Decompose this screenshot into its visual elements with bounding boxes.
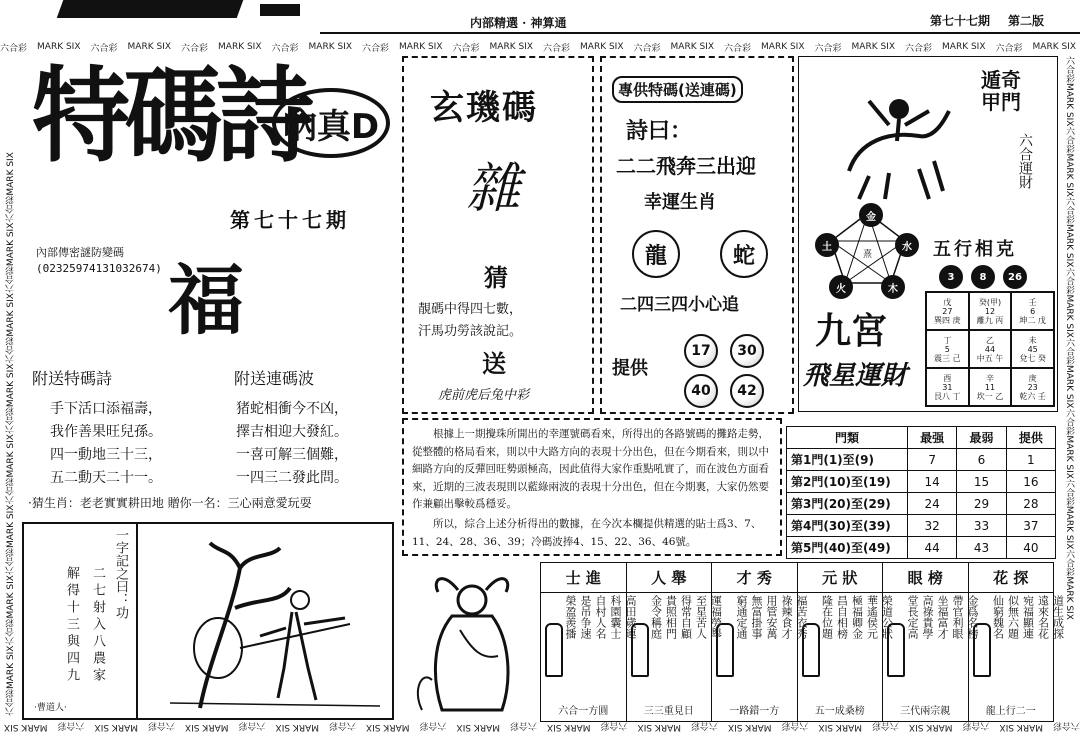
edition-label: 第二版 [1008, 14, 1045, 28]
ranking-column-head: 元 狀 [798, 563, 883, 593]
ranking-column-text: 隆在位題 [820, 595, 834, 639]
palace-cell-text: 酉 [943, 373, 952, 383]
xuanji-send: 送 [482, 350, 506, 378]
xuanji-poem-2: 汗馬功勞該說記。 [418, 324, 523, 339]
ranking-column-head: 花 探 [969, 563, 1054, 593]
top-brush-stroke [260, 4, 300, 16]
ranking-column-text: 坐福富才 [936, 595, 949, 639]
wuxing-fire: 火 [829, 275, 853, 299]
strip-liuhecai-mark: 六合彩 [1064, 196, 1074, 224]
strip-liuhecai-mark: 六合彩 [1064, 478, 1074, 506]
wuxing-wood: 木 [881, 275, 905, 299]
strip-mark-six-text: MARK SIX [761, 42, 805, 52]
strip-liuhecai-mark: 六合彩 [814, 43, 842, 54]
ranking-column-text: 金令稱庭 [649, 595, 663, 639]
ranking-column-text: 貴照相門 [664, 595, 678, 639]
tech-line2: 二四三四小心追 [620, 295, 739, 315]
stats-row [787, 515, 1056, 537]
palace-cell-text: 乾六 壬 [1019, 391, 1046, 401]
wuxing-earth: 土 [815, 233, 839, 257]
strip-liuhecai-mark: 六合彩 [1052, 720, 1080, 731]
strip-mark-six-text: MARK SIX [909, 722, 953, 732]
strip-mark-six-text: MARK SIX [1064, 364, 1074, 409]
mark-six-strip-top [0, 40, 1080, 54]
ranking-column-footer: 三三重見日 [643, 706, 694, 717]
palace-cell-text: 癸(甲) [978, 297, 1002, 307]
strip-liuhecai-mark: 六合彩 [690, 720, 718, 731]
scholar-figure-icon [545, 623, 563, 677]
stats-row [787, 493, 1056, 515]
strip-liuhecai-mark: 六合彩 [6, 548, 16, 576]
stats-header-category: 門類 [787, 427, 908, 449]
strip-mark-six-text: MARK SIX [1064, 576, 1074, 620]
strip-mark-six-text: MARK SIX [308, 42, 352, 52]
zodiac-snake [720, 230, 768, 278]
strip-liuhecai-mark: 六合彩 [6, 336, 16, 364]
strip-mark-six-text: MARK SIX [185, 722, 229, 732]
top-brush-stroke [57, 0, 244, 18]
strip-liuhecai-mark: 六合彩 [6, 407, 16, 435]
palace-cell-text: 離九 丙 [976, 315, 1004, 325]
strip-liuhecai-mark: 六合彩 [6, 195, 16, 223]
ranking-column-head: 才 秀 [712, 563, 797, 593]
ranking-column-footer: 六合一方圓 [558, 706, 609, 717]
stats-value-cell: 14 [908, 471, 957, 493]
ranking-column [627, 563, 723, 721]
ranking-column-text: 宛福顯連 [1021, 595, 1035, 639]
gift-poem-title: 附送特碼詩 [32, 369, 113, 388]
stats-value-cell: 43 [957, 537, 1006, 559]
ranking-column-text: 仙窮魏名 [991, 595, 1005, 639]
strip-mark-six-text: MARK SIX [399, 42, 443, 52]
wuxing-number-ball: 8 [971, 265, 995, 289]
ranking-column-text: 似無六題 [1006, 595, 1020, 639]
tech-poem: 二二飛奔三出迎 [616, 154, 756, 178]
strip-mark-six-text: MARK SIX [6, 504, 16, 549]
strip-liuhecai-mark: 六合彩 [509, 720, 537, 731]
palace-cell-text: 5 [944, 344, 950, 354]
stats-value-cell: 24 [908, 493, 957, 515]
strip-liuhecai-mark: 六合彩 [1064, 549, 1074, 577]
ranking-column-footer: 龍上行二一 [985, 706, 1036, 717]
stats-value-cell: 7 [908, 449, 957, 471]
palace-cell-text: 庚 [1028, 373, 1037, 383]
gift-poem-line: 四一動地三十三， [50, 447, 162, 463]
guess-zodiac-line: ·猜生肖：老老實實耕田地 贈你一名：三心兩意愛玩耍 [28, 496, 312, 510]
stats-value-cell: 6 [957, 449, 1006, 471]
ranking-column [541, 563, 637, 721]
stats-value-cell: 1 [1006, 449, 1055, 471]
ranking-column-text: 無富掛事 [750, 595, 763, 639]
ranking-column-text: 昌自相榜 [835, 595, 849, 639]
strip-liuhecai-mark: 六合彩 [633, 43, 661, 54]
wuxing-label: 五行相克 [933, 239, 1017, 260]
zodiac-dragon [632, 230, 680, 278]
strip-mark-six-text: MARK SIX [547, 722, 591, 732]
strip-mark-six-text: MARK SIX [942, 42, 986, 52]
palace-cell-text: 12 [984, 306, 996, 316]
strip-liuhecai-mark: 六合彩 [1064, 408, 1074, 436]
ranking-column-footer: 一路錯一方 [729, 706, 780, 717]
ranking-column-text: 至星苦人 [694, 595, 708, 639]
strip-mark-six-text: MARK SIX [4, 722, 48, 732]
number-ball: 42 [730, 374, 764, 408]
strip-mark-six-text: MARK SIX [275, 722, 319, 732]
scholar-figure-icon [973, 623, 991, 677]
analysis-paragraph-1: 根據上一期攪珠所開出的幸運號碼看來，所得出的各路號碼的攤路走勢，從整體的格局看來，則以中大路方向的表現十分出色，但在今期看來，則以中細路方向的反彈回旺勢頭極高，因此值得大家作重點吼實了，而在波色方面看來，近期的三波表現則以藍綠兩波的表現十分出色，但在今期裏，大家仍然要作兼顧出擊較爲穩妥。 [412, 428, 769, 510]
wuxing-number-ball: 3 [939, 265, 963, 289]
wuxing-center: 熹 [863, 250, 873, 260]
wuxing-water: 水 [895, 233, 919, 257]
palace-cell [969, 368, 1012, 406]
ranking-column [712, 563, 808, 721]
ranking-column-text: 科園囊士 [609, 595, 622, 639]
scholar-figure-icon [716, 623, 734, 677]
hunter-illustration [140, 528, 388, 714]
strip-liuhecai-mark: 六合彩 [6, 266, 16, 294]
tech-poem-label: 詩曰： [626, 119, 693, 144]
strip-mark-six-text: MARK SIX [1064, 223, 1074, 268]
gift-wave-line: 擇吉相迎大發紅。 [236, 424, 348, 440]
analysis-box [402, 418, 782, 556]
wuxing-metal: 金 [859, 203, 883, 227]
strip-liuhecai-mark: 六合彩 [781, 720, 809, 731]
palace-cell-text: 11 [984, 382, 996, 392]
strip-liuhecai-mark: 六合彩 [0, 43, 28, 54]
palace-cell [926, 368, 969, 406]
ranking-column-text: 帶官利眼 [951, 595, 964, 639]
warrior-horse-illustration [839, 81, 959, 201]
gift-poem-lines [50, 398, 162, 490]
number-ball: 40 [684, 374, 718, 408]
poem-title: 特碼詩 [32, 57, 309, 177]
strip-liuhecai-mark: 六合彩 [181, 43, 209, 54]
palace-cell-text: 乙 [985, 335, 994, 345]
xuanji-box [402, 56, 594, 414]
number-ball: 17 [684, 334, 718, 368]
ranking-column-text: 極福卿金 [850, 595, 864, 639]
header-center: 内部精選 · 神算通 [470, 16, 567, 30]
gift-wave-lines [236, 398, 348, 490]
strip-liuhecai-mark: 六合彩 [362, 43, 390, 54]
strip-liuhecai-mark: 六合彩 [238, 720, 266, 731]
palace-cell [1011, 292, 1054, 330]
wuxing-balls [939, 265, 1027, 289]
stats-category-cell: 第5門(40)至(49) [787, 537, 908, 559]
strip-mark-six-text: MARK SIX [1032, 42, 1076, 52]
sage-illustration [402, 560, 540, 716]
stats-value-cell: 37 [1006, 515, 1055, 537]
strip-liuhecai-mark: 六合彩 [57, 720, 85, 731]
stats-category-cell: 第1門(1)至(9) [787, 449, 908, 471]
stats-value-cell: 29 [957, 493, 1006, 515]
stats-header-row [787, 427, 1056, 449]
strip-mark-six-text: MARK SIX [818, 722, 862, 732]
scholar-figure-icon [802, 623, 820, 677]
palace-cell-text: 31 [942, 382, 953, 392]
ranking-column-text: 祿辣食才 [780, 595, 793, 639]
stats-header-provide: 提供 [1006, 427, 1055, 449]
stats-category-cell: 第4門(30)至(39) [787, 515, 908, 537]
ranking-column-footer: 三代兩宗親 [900, 706, 951, 717]
ranking-column [883, 563, 979, 721]
ranking-column-text: 自村人名 [594, 595, 607, 639]
strip-mark-six-text: MARK SIX [670, 42, 714, 52]
mark-six-strip-bottom [0, 720, 1080, 734]
strip-liuhecai-mark: 六合彩 [419, 720, 447, 731]
strip-liuhecai-mark: 六合彩 [995, 43, 1023, 54]
tech-lucky-label: 幸運生肖 [644, 192, 716, 213]
strip-liuhecai-mark: 六合彩 [1064, 126, 1074, 154]
ranking-column-text: 高祿貴學 [921, 595, 934, 639]
ranking-column-text: 榮盈羨播 [564, 595, 577, 639]
xuanji-title: 玄璣碼 [430, 88, 538, 128]
gift-wave-line: 猪蛇相衝今不凶， [236, 401, 348, 417]
palace-cell-text: 巽四 庚 [934, 315, 961, 325]
zodiac-snake-text: 蛇 [732, 243, 755, 269]
stats-row [787, 449, 1056, 471]
stats-category-cell: 第2門(10)至(19) [787, 471, 908, 493]
qimen-title-text: 遁奇甲門 [981, 68, 1021, 114]
xuanji-guess: 猜 [484, 264, 508, 292]
strip-liuhecai-mark: 六合彩 [452, 43, 480, 54]
ranking-column-text: 得常自顧 [679, 595, 693, 639]
stats-value-cell: 44 [908, 537, 957, 559]
strip-mark-six-text: MARK SIX [94, 722, 138, 732]
qimen-subtitle: 六合運財 [1017, 133, 1033, 189]
ranking-column-footer: 五一成桑榜 [814, 706, 865, 717]
ranking-column-text: 道生成探 [1051, 595, 1065, 639]
ranking-column-text: 福苦衣秀 [795, 595, 808, 639]
palace-cell-text: 45 [1027, 344, 1038, 354]
palace-cell [926, 292, 969, 330]
stats-header-weakest: 最弱 [957, 427, 1006, 449]
ranking-column-head: 士 進 [541, 563, 626, 593]
stats-value-cell: 16 [1006, 471, 1055, 493]
issue-number: 第七十七期 [230, 208, 350, 232]
xuanji-footer: 虎前虎后兔中彩 [438, 388, 530, 403]
code-label: 內部傳密謎防變碼 [36, 246, 124, 259]
palace-cell-text: 27 [942, 306, 953, 316]
strip-mark-six-text: MARK SIX [489, 42, 533, 52]
strip-mark-six-text: MARK SIX [1064, 505, 1074, 550]
strip-mark-six-text: MARK SIX [366, 722, 410, 732]
riddle-title: 一字記之曰：功 [113, 528, 128, 619]
strip-mark-six-text: MARK SIX [580, 42, 624, 52]
strip-liuhecai-mark: 六合彩 [6, 477, 16, 505]
palace-cell-text: 震三 己 [934, 353, 961, 363]
stats-value-cell: 33 [957, 515, 1006, 537]
stats-row [787, 471, 1056, 493]
analysis-paragraph-2: 所以，綜合上述分析得出的數據，在今次本欄提供精選的貼士爲3、7、11、24、28、36、39；冷碼波捧4、15、22、36、46號。 [412, 518, 762, 548]
riddle-signature: ·曹道人· [34, 703, 67, 713]
qimen-title [977, 69, 1025, 113]
riddle-line-1: 二七射入八農家 [90, 566, 105, 685]
nine-palace-grid [925, 291, 1055, 407]
strip-mark-six-text: MARK SIX [6, 222, 16, 267]
stats-value-cell: 40 [1006, 537, 1055, 559]
palace-cell-text: 艮八 丁 [934, 391, 961, 401]
stats-value-cell: 32 [908, 515, 957, 537]
ranking-column-text: 遠來名花 [1036, 595, 1050, 639]
ranking-column-text: 運福勞舉 [709, 595, 723, 639]
strip-liuhecai-mark: 六合彩 [905, 43, 933, 54]
palace-cell-text: 辛 [985, 373, 994, 383]
strip-mark-six-text: MARK SIX [37, 42, 81, 52]
feixing-label: 飛星運財 [803, 361, 908, 391]
strip-mark-six-text: MARK SIX [456, 722, 500, 732]
palace-cell-text: 戊 [943, 297, 952, 307]
strip-liuhecai-mark: 六合彩 [962, 720, 990, 731]
code-value: (02325974131032674) [36, 262, 162, 275]
gift-wave-line: 一喜可解三個難， [236, 447, 348, 463]
palace-cell-text: 44 [984, 344, 996, 354]
tech-box [600, 56, 794, 414]
palace-cell-text: 6 [1030, 306, 1036, 316]
strip-liuhecai-mark: 六合彩 [90, 43, 118, 54]
ranking-column-head: 人 舉 [627, 563, 712, 593]
number-stats-table [786, 426, 1056, 559]
wuxing-number-ball: 26 [1003, 265, 1027, 289]
ranking-column [798, 563, 894, 721]
strip-mark-six-text: MARK SIX [1064, 153, 1074, 197]
gift-wave-title: 附送連碼波 [234, 369, 315, 388]
strip-liuhecai-mark: 六合彩 [271, 43, 299, 54]
palace-cell-text: 坤二 戊 [1019, 315, 1046, 325]
strip-liuhecai-mark: 六合彩 [543, 43, 571, 54]
fu-character: 福 [168, 256, 244, 345]
strip-mark-six-text: MARK SIX [127, 42, 171, 52]
strip-mark-six-text: MARK SIX [6, 645, 16, 689]
palace-cell-text: 中五 午 [976, 353, 1004, 363]
scholar-figure-icon [887, 623, 905, 677]
palace-cell-text: 23 [1027, 382, 1038, 392]
palace-cell-text: 兌七 癸 [1019, 353, 1046, 363]
strip-mark-six-text: MARK SIX [6, 363, 16, 408]
strip-liuhecai-mark: 六合彩 [147, 720, 175, 731]
riddle-box [22, 522, 394, 720]
strip-mark-six-text: MARK SIX [1064, 83, 1074, 127]
ranking-column [969, 563, 1065, 721]
ranking-column-head: 眼 榜 [883, 563, 968, 593]
tech-provide-label: 提供 [612, 358, 648, 379]
palace-cell [926, 330, 969, 368]
gift-poem-line: 我作善果旺兒孫。 [50, 424, 162, 440]
jiugong-label: 九宮 [815, 310, 888, 352]
ranking-column-text: 高田歲連 [624, 595, 637, 639]
number-ball: 30 [730, 334, 764, 368]
strip-mark-six-text: MARK SIX [999, 722, 1043, 732]
strip-liuhecai-mark: 六合彩 [6, 618, 16, 646]
palace-cell [969, 330, 1012, 368]
stats-header-strongest: 最强 [908, 427, 957, 449]
ranking-column-text: 華遙侯元 [865, 595, 879, 639]
palace-cell-text: 坎一 乙 [976, 391, 1004, 401]
strip-mark-six-text: MARK SIX [218, 42, 262, 52]
ranking-table [540, 562, 1065, 722]
strip-mark-six-text: MARK SIX [728, 722, 772, 732]
stats-row [787, 537, 1056, 559]
palace-cell-text: 丁 [943, 335, 952, 345]
header-issue [930, 12, 1044, 29]
strip-liuhecai-mark: 六合彩 [600, 720, 628, 731]
riddle-line-2: 解得十三與四九 [64, 566, 79, 685]
ranking-column-text: 金爲名榜 [966, 595, 979, 639]
palace-cell [1011, 368, 1054, 406]
title-badge [272, 88, 390, 158]
ranking-column-text: 是吊争速 [579, 595, 592, 639]
zodiac-dragon-text: 龍 [644, 243, 667, 269]
issue-label: 第七十七期 [930, 14, 991, 28]
stats-value-cell: 28 [1006, 493, 1055, 515]
xuanji-glyph: 雜 [466, 157, 520, 220]
ranking-column-text: 榮道公狀 [880, 595, 894, 639]
strip-liuhecai-mark: 六合彩 [1064, 56, 1074, 83]
strip-liuhecai-mark: 六合彩 [1064, 267, 1074, 295]
strip-mark-six-text: MARK SIX [6, 575, 16, 619]
sage-illustration-area [402, 560, 540, 716]
mark-six-strip-left [4, 56, 18, 716]
xuanji-poem-1: 靚碼中得四七數， [418, 302, 523, 317]
header-rule [320, 32, 1080, 34]
tech-title: 專供特碼(送連碼) [612, 76, 743, 103]
qimen-panel [798, 56, 1058, 412]
palace-cell-text: 未 [1028, 335, 1037, 345]
ranking-column-text: 窮通定通 [735, 595, 748, 639]
palace-cell-text: 壬 [1028, 297, 1037, 307]
strip-mark-six-text: MARK SIX [6, 152, 16, 196]
title-badge-text: 吶真D [282, 106, 380, 147]
ranking-column-text: 堂長定高 [906, 595, 919, 639]
strip-mark-six-text: MARK SIX [6, 293, 16, 337]
strip-mark-six-text: MARK SIX [6, 434, 16, 478]
gift-poem-line: 手下活口添福壽， [50, 401, 162, 417]
strip-liuhecai-mark: 六合彩 [1064, 337, 1074, 365]
strip-mark-six-text: MARK SIX [1064, 294, 1074, 338]
strip-mark-six-text: MARK SIX [851, 42, 895, 52]
strip-liuhecai-mark: 六合彩 [871, 720, 899, 731]
gift-poem-line: 五二動天二十一。 [50, 470, 162, 486]
ranking-column-text: 用管安萬 [765, 595, 778, 639]
strip-liuhecai-mark: 六合彩 [328, 720, 356, 731]
strip-liuhecai-mark: 六合彩 [6, 689, 16, 716]
gift-wave-line: 一四三二發此問。 [236, 470, 348, 486]
palace-cell [969, 292, 1012, 330]
riddle-divider [136, 524, 138, 718]
scholar-figure-icon [631, 623, 649, 677]
stats-value-cell: 15 [957, 471, 1006, 493]
stats-category-cell: 第3門(20)至(29) [787, 493, 908, 515]
strip-mark-six-text: MARK SIX [637, 722, 681, 732]
strip-liuhecai-mark: 六合彩 [724, 43, 752, 54]
palace-cell [1011, 330, 1054, 368]
strip-mark-six-text: MARK SIX [1064, 435, 1074, 479]
